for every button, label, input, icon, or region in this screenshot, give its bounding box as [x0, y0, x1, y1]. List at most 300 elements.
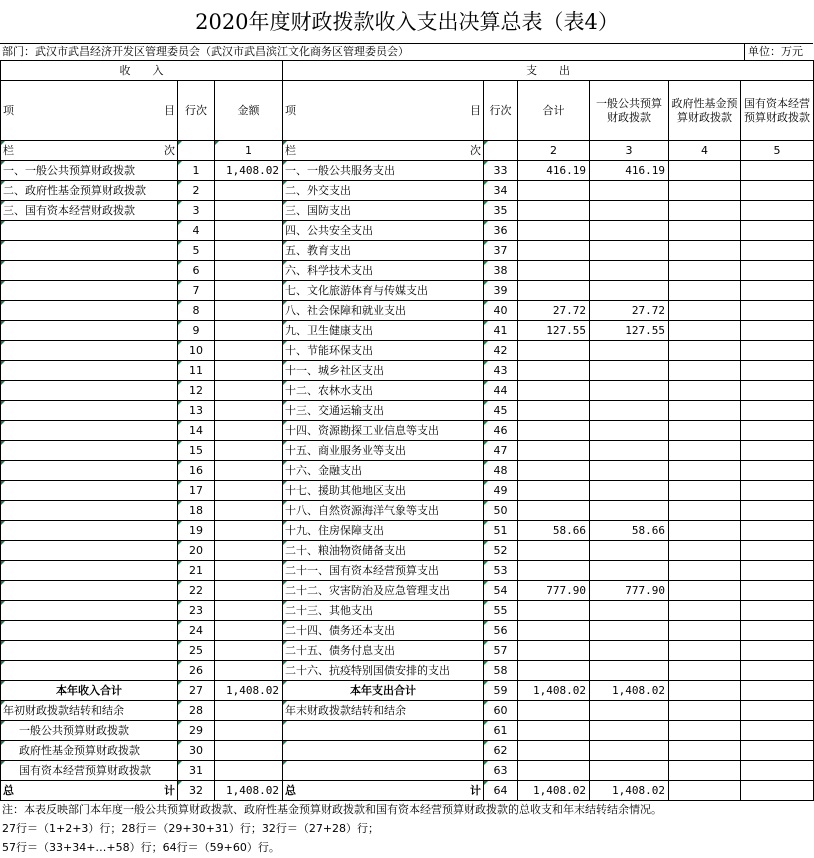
income-amount [215, 261, 283, 281]
total-amount: 1,408.02 [518, 681, 590, 701]
table-row [1, 661, 814, 681]
expense-row-no: 33 [484, 161, 518, 181]
expense-item: 一、一般公共服务支出 [283, 161, 484, 181]
income-header: 收 入 [1, 61, 283, 81]
income-item [1, 481, 178, 501]
income-row-no: 21 [178, 561, 215, 581]
total-amount [518, 241, 590, 261]
expense-item [283, 741, 484, 761]
income-amount [215, 581, 283, 601]
general-amount [590, 341, 669, 361]
total-amount [518, 261, 590, 281]
expense-row-no: 34 [484, 181, 518, 201]
state-amount [741, 401, 814, 421]
fund-amount [669, 681, 741, 701]
general-amount [590, 441, 669, 461]
income-item: 一般公共预算财政拨款 [1, 721, 178, 741]
state-amount [741, 241, 814, 261]
income-item-header: 项 目 [1, 81, 178, 141]
income-row-no: 31 [178, 761, 215, 781]
expense-row-no: 47 [484, 441, 518, 461]
income-item [1, 281, 178, 301]
total-amount: 127.55 [518, 321, 590, 341]
general-amount [590, 381, 669, 401]
expense-item: 二十六、抗疫特别国债安排的支出 [283, 661, 484, 681]
state-amount [741, 741, 814, 761]
fund-amount [669, 381, 741, 401]
income-item: 国有资本经营预算财政拨款 [1, 761, 178, 781]
expense-row-no: 60 [484, 701, 518, 721]
fund-amount [669, 701, 741, 721]
total-amount [518, 461, 590, 481]
income-row-no: 17 [178, 481, 215, 501]
income-amount [215, 701, 283, 721]
income-row-no: 16 [178, 461, 215, 481]
income-amount [215, 561, 283, 581]
income-item: 年初财政拨款结转和结余 [1, 701, 178, 721]
fund-amount [669, 401, 741, 421]
grand-total-general: 1,408.02 [590, 781, 669, 801]
income-item [1, 341, 178, 361]
table-row [1, 461, 814, 481]
income-row-no: 3 [178, 201, 215, 221]
income-row-no: 7 [178, 281, 215, 301]
fund-amount [669, 501, 741, 521]
table-row [1, 721, 814, 741]
table-row [1, 701, 814, 721]
expense-row-no: 46 [484, 421, 518, 441]
income-item [1, 561, 178, 581]
fund-amount [669, 741, 741, 761]
expense-col-label: 栏 次 [283, 141, 484, 161]
total-amount [518, 601, 590, 621]
income-row-no: 12 [178, 381, 215, 401]
income-row-no: 22 [178, 581, 215, 601]
total-amount [518, 381, 590, 401]
state-amount [741, 481, 814, 501]
income-col-blank [178, 141, 215, 161]
fund-amount [669, 281, 741, 301]
general-amount [590, 401, 669, 421]
income-item [1, 401, 178, 421]
expense-item: 二十二、灾害防治及应急管理支出 [283, 581, 484, 601]
table-row [1, 761, 814, 781]
total-amount: 58.66 [518, 521, 590, 541]
table-row [1, 521, 814, 541]
column-number-row [1, 141, 814, 161]
total-amount [518, 281, 590, 301]
income-item [1, 641, 178, 661]
income-item [1, 581, 178, 601]
expense-col-blank [484, 141, 518, 161]
expense-item: 二十三、其他支出 [283, 601, 484, 621]
income-item [1, 321, 178, 341]
income-item [1, 621, 178, 641]
col-number-3: 3 [590, 141, 669, 161]
income-amount [215, 401, 283, 421]
expense-item: 十、节能环保支出 [283, 341, 484, 361]
income-row-no: 4 [178, 221, 215, 241]
total-amount [518, 501, 590, 521]
income-amount [215, 761, 283, 781]
table-row [1, 221, 814, 241]
income-item [1, 261, 178, 281]
table-row [1, 301, 814, 321]
expense-row-no: 56 [484, 621, 518, 641]
budget-table [0, 60, 814, 801]
expense-item: 十二、农林水支出 [283, 381, 484, 401]
state-amount [741, 361, 814, 381]
income-row-no: 19 [178, 521, 215, 541]
fund-amount [669, 261, 741, 281]
expense-row-no: 58 [484, 661, 518, 681]
general-amount [590, 421, 669, 441]
income-row-no: 10 [178, 341, 215, 361]
income-row-no: 29 [178, 721, 215, 741]
income-row-no: 28 [178, 701, 215, 721]
fund-amount [669, 161, 741, 181]
col-number-1: 1 [215, 141, 283, 161]
expense-item-header: 项 目 [283, 81, 484, 141]
general-amount: 58.66 [590, 521, 669, 541]
general-amount: 27.72 [590, 301, 669, 321]
total-amount [518, 721, 590, 741]
expense-item: 二、外交支出 [283, 181, 484, 201]
state-amount [741, 301, 814, 321]
fund-amount [669, 541, 741, 561]
fund-amount [669, 521, 741, 541]
expense-item: 十七、援助其他地区支出 [283, 481, 484, 501]
fund-amount [669, 301, 741, 321]
table-row [1, 541, 814, 561]
grand-total-expense-no: 64 [484, 781, 518, 801]
general-amount: 416.19 [590, 161, 669, 181]
fund-amount [669, 721, 741, 741]
state-amount [741, 721, 814, 741]
total-amount [518, 621, 590, 641]
total-amount [518, 641, 590, 661]
expense-item: 十九、住房保障支出 [283, 521, 484, 541]
state-amount [741, 621, 814, 641]
state-amount [741, 181, 814, 201]
general-amount [590, 461, 669, 481]
income-amount [215, 321, 283, 341]
col-number-2: 2 [518, 141, 590, 161]
general-budget-header: 一般公共预算财政拨款 [590, 81, 669, 141]
income-row-no: 8 [178, 301, 215, 321]
income-amount: 1,408.02 [215, 681, 283, 701]
general-amount: 127.55 [590, 321, 669, 341]
state-amount [741, 541, 814, 561]
general-amount: 777.90 [590, 581, 669, 601]
income-row-no: 5 [178, 241, 215, 261]
expense-row-no: 36 [484, 221, 518, 241]
income-amount [215, 541, 283, 561]
income-row-no: 18 [178, 501, 215, 521]
income-amount [215, 421, 283, 441]
income-row-no: 11 [178, 361, 215, 381]
unit-divider [744, 44, 745, 60]
expense-item: 十三、交通运输支出 [283, 401, 484, 421]
income-row-no: 6 [178, 261, 215, 281]
col-number-4: 4 [669, 141, 741, 161]
state-amount [741, 661, 814, 681]
state-amount [741, 421, 814, 441]
total-amount [518, 201, 590, 221]
table-row [1, 741, 814, 761]
income-amount [215, 301, 283, 321]
total-amount [518, 421, 590, 441]
total-amount [518, 481, 590, 501]
table-row [1, 281, 814, 301]
expense-row-no: 59 [484, 681, 518, 701]
expense-row-no: 39 [484, 281, 518, 301]
general-amount [590, 621, 669, 641]
state-amount [741, 681, 814, 701]
top-divider [0, 43, 813, 44]
income-amount [215, 481, 283, 501]
total-amount [518, 701, 590, 721]
general-amount [590, 701, 669, 721]
fund-amount [669, 361, 741, 381]
state-capital-header: 国有资本经营预算财政拨款 [741, 81, 814, 141]
income-row-no: 9 [178, 321, 215, 341]
table-row [1, 681, 814, 701]
fund-amount [669, 581, 741, 601]
income-item [1, 521, 178, 541]
income-amount [215, 361, 283, 381]
expense-row-no: 57 [484, 641, 518, 661]
income-amount [215, 441, 283, 461]
grand-total-row [1, 781, 814, 801]
income-item: 政府性基金预算财政拨款 [1, 741, 178, 761]
page-title: 2020年度财政拨款收入支出决算总表（表4） [195, 10, 619, 34]
expense-item: 二十一、国有资本经营预算支出 [283, 561, 484, 581]
grand-total-income-amount: 1,408.02 [215, 781, 283, 801]
state-amount [741, 261, 814, 281]
expense-item: 十八、自然资源海洋气象等支出 [283, 501, 484, 521]
total-amount [518, 221, 590, 241]
table-row [1, 401, 814, 421]
income-row-no: 27 [178, 681, 215, 701]
notes [2, 800, 812, 857]
expense-row-no: 62 [484, 741, 518, 761]
table-row [1, 441, 814, 461]
total-amount [518, 761, 590, 781]
income-item [1, 221, 178, 241]
income-item [1, 441, 178, 461]
fund-amount [669, 461, 741, 481]
income-item: 二、政府性基金预算财政拨款 [1, 181, 178, 201]
table-row [1, 241, 814, 261]
income-item [1, 461, 178, 481]
table-row [1, 161, 814, 181]
expense-row-no: 42 [484, 341, 518, 361]
income-item: 一、一般公共预算财政拨款 [1, 161, 178, 181]
income-amount [215, 281, 283, 301]
income-row-no: 26 [178, 661, 215, 681]
total-amount [518, 441, 590, 461]
income-item: 三、国有资本经营财政拨款 [1, 201, 178, 221]
general-amount [590, 241, 669, 261]
expense-row-no: 51 [484, 521, 518, 541]
expense-row-no: 61 [484, 721, 518, 741]
fund-amount [669, 621, 741, 641]
expense-item [283, 761, 484, 781]
section-header-row [1, 61, 814, 81]
expense-row-no: 45 [484, 401, 518, 421]
income-row-no: 1 [178, 161, 215, 181]
income-item [1, 241, 178, 261]
state-amount [741, 461, 814, 481]
total-amount [518, 341, 590, 361]
total-amount [518, 181, 590, 201]
table-row [1, 641, 814, 661]
fund-amount [669, 441, 741, 461]
expense-item: 十六、金融支出 [283, 461, 484, 481]
expense-item: 二十四、债务还本支出 [283, 621, 484, 641]
income-amount [215, 621, 283, 641]
expense-item: 九、卫生健康支出 [283, 321, 484, 341]
income-item [1, 301, 178, 321]
total-amount [518, 541, 590, 561]
state-amount [741, 381, 814, 401]
expense-item: 六、科学技术支出 [283, 261, 484, 281]
grand-total-expense-label: 总 计 [283, 781, 484, 801]
expense-item: 年末财政拨款结转和结余 [283, 701, 484, 721]
total-amount [518, 561, 590, 581]
total-amount [518, 401, 590, 421]
expense-item: 五、教育支出 [283, 241, 484, 261]
income-amount [215, 661, 283, 681]
expense-row-no: 53 [484, 561, 518, 581]
state-amount [741, 761, 814, 781]
fund-amount [669, 421, 741, 441]
income-item [1, 601, 178, 621]
expense-item: 三、国防支出 [283, 201, 484, 221]
income-item [1, 361, 178, 381]
expense-row-no: 43 [484, 361, 518, 381]
fund-amount [669, 221, 741, 241]
income-row-no: 25 [178, 641, 215, 661]
state-amount [741, 561, 814, 581]
table-row [1, 361, 814, 381]
general-amount [590, 761, 669, 781]
income-item [1, 541, 178, 561]
expense-row-no: 55 [484, 601, 518, 621]
general-amount [590, 741, 669, 761]
table-row [1, 261, 814, 281]
income-amount [215, 501, 283, 521]
expense-item: 本年支出合计 [283, 681, 484, 701]
income-row-no: 15 [178, 441, 215, 461]
state-amount [741, 581, 814, 601]
state-amount [741, 701, 814, 721]
table-row [1, 201, 814, 221]
income-row-no: 23 [178, 601, 215, 621]
general-amount: 1,408.02 [590, 681, 669, 701]
state-amount [741, 321, 814, 341]
column-header-row [1, 81, 814, 141]
grand-total-income-label: 总 计 [1, 781, 178, 801]
income-amount: 1,408.02 [215, 161, 283, 181]
general-amount [590, 361, 669, 381]
grand-total-total: 1,408.02 [518, 781, 590, 801]
general-amount [590, 481, 669, 501]
note-line: 27行＝（1+2+3）行；28行＝（29+30+31）行；32行＝（27+28）行； [2, 822, 380, 835]
department-label: 部门：武汉市武昌经济开发区管理委员会（武汉市武昌滨江文化商务区管理委员会） [2, 45, 409, 58]
income-amount [215, 181, 283, 201]
income-amount [215, 601, 283, 621]
col-number-5: 5 [741, 141, 814, 161]
income-amount [215, 201, 283, 221]
expense-item: 二十五、债务付息支出 [283, 641, 484, 661]
table-row [1, 181, 814, 201]
note-line: 57行＝（33+34+…+58）行；64行＝（59+60）行。 [2, 841, 280, 854]
grand-total-income-no: 32 [178, 781, 215, 801]
expense-item: 十一、城乡社区支出 [283, 361, 484, 381]
table-row [1, 581, 814, 601]
general-amount [590, 281, 669, 301]
expense-item: 十五、商业服务业等支出 [283, 441, 484, 461]
total-amount: 777.90 [518, 581, 590, 601]
fund-amount [669, 481, 741, 501]
income-item: 本年收入合计 [1, 681, 178, 701]
income-amount-header: 金额 [215, 81, 283, 141]
expense-row-no: 38 [484, 261, 518, 281]
income-amount [215, 341, 283, 361]
total-amount: 27.72 [518, 301, 590, 321]
expense-item: 十四、资源勘探工业信息等支出 [283, 421, 484, 441]
table-row [1, 321, 814, 341]
expense-header: 支 出 [283, 61, 814, 81]
expense-row-no: 44 [484, 381, 518, 401]
state-amount [741, 521, 814, 541]
income-amount [215, 521, 283, 541]
table-row [1, 621, 814, 641]
fund-amount [669, 341, 741, 361]
general-amount [590, 221, 669, 241]
fund-amount [669, 241, 741, 261]
income-row-no: 2 [178, 181, 215, 201]
income-item [1, 421, 178, 441]
table-row [1, 561, 814, 581]
general-amount [590, 541, 669, 561]
income-item [1, 381, 178, 401]
state-amount [741, 161, 814, 181]
table-row [1, 501, 814, 521]
general-amount [590, 641, 669, 661]
expense-rowno-header: 行次 [484, 81, 518, 141]
total-amount: 416.19 [518, 161, 590, 181]
total-amount [518, 361, 590, 381]
income-item [1, 501, 178, 521]
expense-row-no: 52 [484, 541, 518, 561]
unit-label: 单位：万元 [748, 45, 803, 58]
expense-row-no: 41 [484, 321, 518, 341]
state-amount [741, 501, 814, 521]
table-row [1, 421, 814, 441]
income-item [1, 661, 178, 681]
fund-amount [669, 761, 741, 781]
expense-row-no: 50 [484, 501, 518, 521]
fund-amount [669, 561, 741, 581]
expense-row-no: 48 [484, 461, 518, 481]
table-row [1, 381, 814, 401]
fund-budget-header: 政府性基金预算财政拨款 [669, 81, 741, 141]
general-amount [590, 601, 669, 621]
general-amount [590, 501, 669, 521]
